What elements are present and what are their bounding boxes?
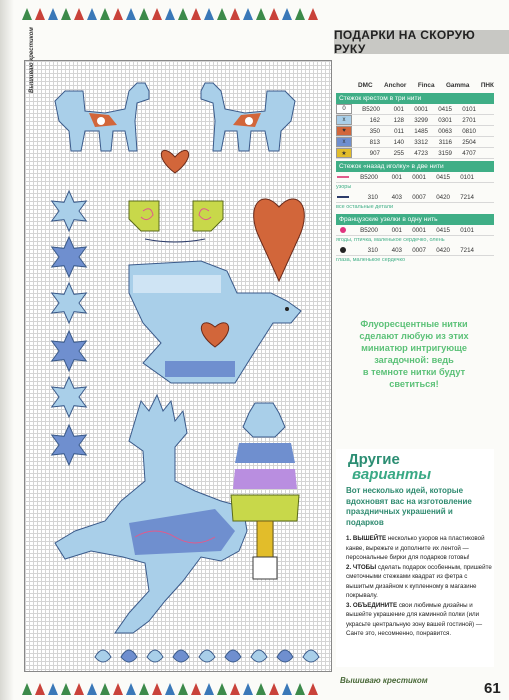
thread-code: 001 xyxy=(391,226,402,234)
thread-code: 001 xyxy=(391,173,402,181)
tree-icon xyxy=(87,683,97,695)
tree-icon xyxy=(204,683,214,695)
berry-motif xyxy=(225,650,241,662)
star-motif xyxy=(52,425,87,465)
star-motif xyxy=(52,331,87,371)
thread-code: B5200 xyxy=(360,226,378,234)
thread-code: 3116 xyxy=(438,138,452,146)
thread-code: 0001 xyxy=(412,226,426,234)
thread-code: B5200 xyxy=(362,105,380,113)
key-row xyxy=(336,245,494,256)
tree-icon xyxy=(295,683,305,695)
option-item: 3. ОБЪЕДИНИТЕ свои любимые дизайны и вышейте украшение для каминной полки (или украсьте центральную зону вашей гостиной) — Санте это, несомненно, понравится. xyxy=(346,601,483,637)
thread-code: 1485 xyxy=(414,127,428,135)
tree-icon xyxy=(256,8,266,20)
thread-symbol-icon: 0 xyxy=(336,104,352,114)
thread-code: 0101 xyxy=(462,105,476,113)
tree-icon xyxy=(165,8,175,20)
berry-border xyxy=(95,650,319,662)
leaf-pair-motif xyxy=(129,201,223,242)
thread-code: 0420 xyxy=(436,193,450,201)
tree-icon xyxy=(243,8,253,20)
berry-motif xyxy=(95,650,111,662)
thread-code: 4723 xyxy=(414,149,428,157)
thread-symbol-icon xyxy=(336,226,350,234)
thread-code: 162 xyxy=(369,116,380,124)
thread-code: 3159 xyxy=(438,149,452,157)
berry-motif xyxy=(199,650,215,662)
thread-code: 813 xyxy=(369,138,380,146)
other-options-title: Другие xyxy=(348,451,400,468)
tree-icon xyxy=(230,683,240,695)
tree-icon xyxy=(100,683,110,695)
page-gutter xyxy=(0,0,14,700)
tree-icon xyxy=(22,8,32,20)
horse-left-motif xyxy=(55,83,149,151)
horse-right-motif xyxy=(201,83,295,151)
thread-symbol-icon xyxy=(336,173,350,181)
option-item: 1. ВЫШЕЙТЕ несколько узоров на пластиковой канве, вырежьте и дополните их лентой — персональные бирки для подарков готовы! xyxy=(346,535,485,561)
berry-motif xyxy=(251,650,267,662)
tree-icon xyxy=(165,683,175,695)
tree-icon xyxy=(178,683,188,695)
thread-code: 403 xyxy=(391,246,402,254)
promo-line: в темноте нитки будут xyxy=(362,367,466,377)
page-number: 61 xyxy=(484,680,501,697)
thread-code: 907 xyxy=(369,149,380,157)
tree-icon xyxy=(48,8,58,20)
tree-icon xyxy=(295,8,305,20)
berry-motif xyxy=(303,650,319,662)
tree-icon xyxy=(204,8,214,20)
thread-code: 128 xyxy=(393,116,404,124)
tree-icon xyxy=(230,8,240,20)
thread-code: 403 xyxy=(391,193,402,201)
thread-symbol-icon: ♥ xyxy=(336,126,352,136)
thread-code: 0415 xyxy=(436,173,450,181)
promo-line: светиться! xyxy=(389,379,439,389)
key-sections xyxy=(336,93,494,265)
thread-code: 0101 xyxy=(460,173,474,181)
thread-symbol-icon xyxy=(336,193,350,201)
key-row xyxy=(336,137,494,148)
key-row xyxy=(336,148,494,159)
star-motif xyxy=(52,191,87,231)
thread-symbol-icon xyxy=(336,246,350,254)
thread-code: 0001 xyxy=(412,173,426,181)
thread-code: B5200 xyxy=(360,173,378,181)
berry-motif xyxy=(121,650,137,662)
tree-icon xyxy=(308,683,318,695)
tree-icon xyxy=(282,8,292,20)
tree-icon xyxy=(126,8,136,20)
thread-code: 0810 xyxy=(462,127,476,135)
tree-motif xyxy=(231,403,299,579)
promo-line: сделают любую из этих xyxy=(359,331,469,341)
chart-logo: Вышиваю крестиком xyxy=(29,27,35,93)
magazine-name: Вышиваю крестиком xyxy=(340,676,428,685)
thread-code: 4707 xyxy=(462,149,476,157)
key-row xyxy=(336,225,494,236)
tree-border-top xyxy=(22,8,318,22)
key-note: узоры xyxy=(336,184,352,190)
promo-line: миниатюр интригующе xyxy=(361,343,467,353)
thread-code: 011 xyxy=(394,127,404,135)
tree-icon xyxy=(61,8,71,20)
tree-icon xyxy=(74,8,84,20)
star-motif xyxy=(52,283,87,323)
tree-icon xyxy=(217,683,227,695)
tree-icon xyxy=(61,683,71,695)
option-item: 2. ЧТОБЫ сделать подарок особенным, пришейте сметочными стежками квадрат из фетра с вышитым дизайном к купленному в магазине покрывалу. xyxy=(346,563,492,599)
tree-icon xyxy=(191,683,201,695)
thread-code: 0101 xyxy=(460,226,474,234)
tree-icon xyxy=(126,683,136,695)
tree-icon xyxy=(113,683,123,695)
tree-icon xyxy=(191,8,201,20)
promo-text xyxy=(338,318,490,390)
cross-stitch-chart xyxy=(24,27,332,672)
key-section-title: Французские узелки в одну нить xyxy=(336,214,494,225)
thread-code: 0301 xyxy=(438,116,452,124)
thread-code: 3312 xyxy=(414,138,428,146)
star-column xyxy=(52,191,87,465)
tree-icon xyxy=(256,683,266,695)
key-note: глаза, маленькое сердечко xyxy=(336,257,406,263)
thread-code: 0001 xyxy=(414,105,428,113)
thread-code: 7214 xyxy=(460,246,474,254)
tree-icon xyxy=(74,683,84,695)
promo-line: загадочной: ведь xyxy=(374,355,454,365)
key-section-title: Стежок «назад иголку» в две нити xyxy=(336,161,494,172)
tree-icon xyxy=(178,8,188,20)
small-heart-motif xyxy=(161,150,188,173)
thread-code: 0415 xyxy=(436,226,450,234)
tree-icon xyxy=(152,683,162,695)
key-note: ягоды, птичка, маленькое сердечко, олень xyxy=(336,237,445,243)
thread-code: 350 xyxy=(369,127,380,135)
key-brand-header: DMC Anchor Finca Gamma ПНК xyxy=(358,82,494,89)
key-row xyxy=(336,126,494,137)
thread-code: 310 xyxy=(367,246,378,254)
tree-border-bottom xyxy=(22,683,318,697)
tree-icon xyxy=(100,8,110,20)
key-row xyxy=(336,192,494,203)
thread-key xyxy=(336,82,494,265)
thread-code: 0007 xyxy=(412,246,426,254)
thread-code: 001 xyxy=(393,105,404,113)
berry-motif xyxy=(173,650,189,662)
tree-icon xyxy=(282,683,292,695)
thread-code: 0415 xyxy=(438,105,452,113)
thread-code: 0063 xyxy=(438,127,452,135)
thread-code: 2504 xyxy=(462,138,476,146)
section-title: ПОДАРКИ НА СКОРУЮ РУКУ xyxy=(334,30,509,54)
key-note: все остальные детали xyxy=(336,204,394,210)
chart-motifs xyxy=(25,61,331,671)
tree-icon xyxy=(35,683,45,695)
thread-code: 255 xyxy=(393,149,404,157)
key-row xyxy=(336,172,494,183)
key-row xyxy=(336,104,494,115)
deer-motif xyxy=(55,395,247,633)
tree-icon xyxy=(48,683,58,695)
other-options-box xyxy=(336,449,494,667)
berry-motif xyxy=(147,650,163,662)
tree-icon xyxy=(113,8,123,20)
tree-icon xyxy=(139,683,149,695)
star-motif xyxy=(52,377,87,417)
other-options-list xyxy=(346,534,494,639)
tree-icon xyxy=(217,8,227,20)
thread-symbol-icon: ★ xyxy=(336,148,352,158)
thread-symbol-icon: x xyxy=(336,137,352,147)
tree-icon xyxy=(243,683,253,695)
thread-code: 2701 xyxy=(462,116,476,124)
tree-icon xyxy=(87,8,97,20)
key-row xyxy=(336,115,494,126)
other-options-subtitle: варианты xyxy=(352,466,432,483)
thread-code: 310 xyxy=(367,193,378,201)
berry-motif xyxy=(277,650,293,662)
dove-motif xyxy=(129,261,301,383)
tree-icon xyxy=(269,8,279,20)
tall-heart-motif xyxy=(254,199,305,281)
tree-icon xyxy=(35,8,45,20)
key-section-title: Стежок крестом в три нити xyxy=(336,93,494,104)
thread-code: 7214 xyxy=(460,193,474,201)
tree-icon xyxy=(22,683,32,695)
promo-line: Флуоресцентные нитки xyxy=(360,319,468,329)
tree-icon xyxy=(139,8,149,20)
thread-code: 0420 xyxy=(436,246,450,254)
tree-icon xyxy=(308,8,318,20)
star-motif xyxy=(52,237,87,277)
tree-icon xyxy=(152,8,162,20)
tree-icon xyxy=(269,683,279,695)
thread-code: 140 xyxy=(393,138,404,146)
other-options-lead: Вот несколько идей, которые вдохновят вас на изготовление праздничных украшений и подарков xyxy=(346,486,472,527)
thread-code: 0007 xyxy=(412,193,426,201)
thread-symbol-icon: x xyxy=(336,115,352,125)
thread-code: 3299 xyxy=(414,116,428,124)
